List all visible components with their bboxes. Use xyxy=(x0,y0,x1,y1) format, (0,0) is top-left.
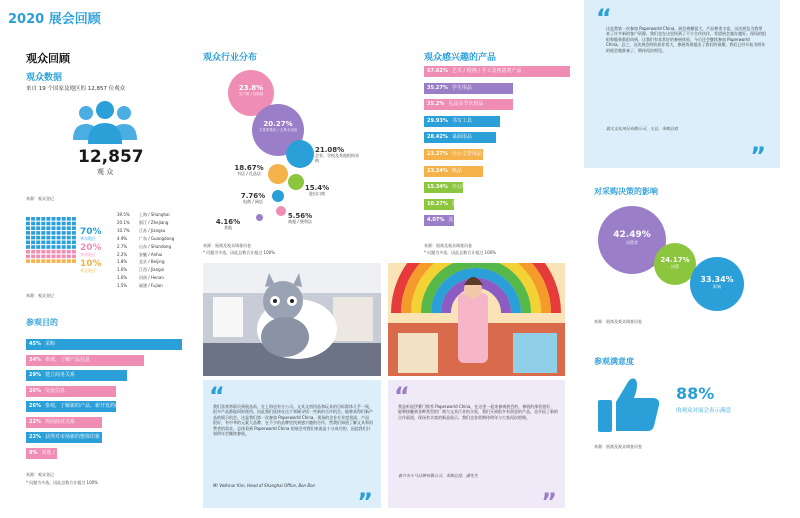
grid-dot xyxy=(46,259,50,263)
interest-title: 观众感兴趣的产品 xyxy=(424,53,497,63)
interest-bar-pct: 23.27% xyxy=(427,151,448,157)
grid-dot xyxy=(57,250,61,254)
purpose-bar-pct: 34% xyxy=(29,356,41,363)
grid-dot xyxy=(26,259,30,263)
purpose-bar-pct: 29% xyxy=(29,372,41,378)
region-stat-north: 10% 华北地区 xyxy=(80,259,102,273)
interest-bar-pct: 29.93% xyxy=(427,117,448,124)
quote-icon: “ xyxy=(596,4,612,32)
grid-dot xyxy=(36,241,40,245)
grid-dot xyxy=(41,241,45,245)
grid-dot xyxy=(46,255,50,259)
interest-bar-pct: 35.27% xyxy=(427,84,448,91)
grid-dot xyxy=(52,226,56,230)
grid-dot xyxy=(41,217,45,221)
multi-select-note: * 问题为多选，因此总数合计超过 100% xyxy=(424,250,496,255)
bubble-ecommerce xyxy=(272,190,284,202)
source-label: 来源：展商及观众调查问卷 xyxy=(594,444,642,449)
bubble-label-supermarkets: 5.56% 商超 / 便利店 xyxy=(287,212,313,225)
impact-bubble-decision-maker: 42.49% 决策者 xyxy=(598,206,666,274)
grid-dot xyxy=(31,222,35,226)
interest-bar xyxy=(424,199,477,210)
interest-bar-pct: 10.27% xyxy=(427,200,448,207)
exhibition-photo-rainbow xyxy=(388,263,565,376)
grid-dot xyxy=(41,250,45,254)
testimonial-left: “ 我们喜欢带职员到展品前，在上海也有分公司。文具文创用品和玩具的目标群体几乎一致，很多产品都能同时使用。因此我们选择在这个领域寻找一些新的合作机会。能够获得们新产品的展示机会，这是我们第一次参加 Paperworld China，现场的企业专业度很高，产品很好，有中华的元素大品牌，在不少的品牌里找到感兴趣的合作，然我们知道了解文具和消费者的需求，总体看到 Paperworld China 的展会对我们来说是十分成功的，因此我们计划明年会继续参展。 Mr Volkmar Kim, Head of Shanghai Office, Bon Bon ” xyxy=(203,380,381,508)
purpose-bar-pct: 26% xyxy=(29,387,41,394)
grid-dot xyxy=(72,250,76,254)
grid-dot xyxy=(26,236,30,240)
quote-icon: ” xyxy=(357,488,373,516)
grid-dot xyxy=(72,236,76,240)
interest-bar xyxy=(424,99,513,110)
interest-bar-label: 学生用品 xyxy=(451,84,472,91)
grid-dot xyxy=(67,226,71,230)
grid-dot xyxy=(57,236,61,240)
interest-bar xyxy=(424,215,459,226)
province-row: 1.5% 福建 / Fujian xyxy=(117,283,163,289)
grid-dot xyxy=(52,245,56,249)
interest-bar xyxy=(424,149,483,160)
interest-bar xyxy=(424,66,570,77)
grid-dot xyxy=(36,250,40,254)
grid-dot xyxy=(57,231,61,235)
multi-select-note: * 问题为多选，因此总数合计超过 100% xyxy=(203,250,275,255)
grid-dot xyxy=(67,245,71,249)
grid-dot xyxy=(41,255,45,259)
purpose-bar xyxy=(26,370,127,381)
grid-dot xyxy=(62,217,66,221)
grid-dot xyxy=(26,255,30,259)
grid-dot xyxy=(46,245,50,249)
source-label: 来源：观众登记 xyxy=(26,472,54,477)
purpose-bar-label: 获得对市场新的整体印象 xyxy=(44,434,100,440)
visitor-data-desc: 来自 19 个国家及地区的 12,857 位观众 xyxy=(26,86,126,92)
region-dot-grid xyxy=(26,217,78,265)
grid-dot xyxy=(26,217,30,221)
visitor-data-title: 观众数据 xyxy=(26,73,63,83)
purpose-bar xyxy=(26,401,125,412)
interest-bar xyxy=(424,116,500,127)
grid-dot xyxy=(57,226,61,230)
industry-title: 观众行业分布 xyxy=(203,53,258,63)
grid-dot xyxy=(57,241,61,245)
province-row: 20.1% 浙江 / Zhejiang xyxy=(117,219,169,225)
grid-dot xyxy=(31,241,35,245)
exhibition-photo-cat xyxy=(203,263,381,376)
bubble-manufacturers: 23.8% 生产商 / 经销商 xyxy=(228,70,274,116)
interest-bar-label: 桌面用品 xyxy=(451,134,472,141)
grid-dot xyxy=(31,236,35,240)
quote-icon: “ xyxy=(394,382,410,410)
interest-bar xyxy=(424,182,472,193)
province-row: 2.7% 山东 / Shandong xyxy=(117,243,172,249)
purpose-bar-label: 建立商务关系 xyxy=(44,372,75,378)
interest-bar-label: 其他 xyxy=(448,217,459,224)
satisfaction-label: 的观众对展会表示满意 xyxy=(676,408,732,414)
grid-dot xyxy=(62,231,66,235)
grid-dot xyxy=(67,250,71,254)
satisfaction-title: 参观满意度 xyxy=(594,357,634,366)
grid-dot xyxy=(62,222,66,226)
purpose-bar-pct: 9% xyxy=(29,449,38,456)
grid-dot xyxy=(72,222,76,226)
grid-dot xyxy=(31,255,35,259)
grid-dot xyxy=(62,250,66,254)
purpose-bar-chart xyxy=(26,339,184,464)
industry-bubble-chart xyxy=(200,64,410,239)
grid-dot xyxy=(41,236,45,240)
grid-dot xyxy=(46,222,50,226)
page-title: 2020 展会回顾 xyxy=(8,12,101,27)
province-row: 1.8% 北京 / Beijing xyxy=(117,259,165,265)
interest-bar-label: 艺术 / 绘画 / 手工及创意类产品 xyxy=(451,68,522,74)
purpose-bar-label: 参观，了解产品信息 xyxy=(44,356,90,363)
grid-dot xyxy=(36,245,40,249)
grid-dot xyxy=(31,245,35,249)
grid-dot xyxy=(31,250,35,254)
bubble-label-others: 4.16% 其他 xyxy=(215,218,241,231)
province-row: 39.5% 上海 / Shanghai xyxy=(117,212,170,217)
bubble-label-ecommerce: 7.76% 电商 / 网店 xyxy=(240,192,266,205)
grid-dot xyxy=(41,222,45,226)
grid-dot xyxy=(31,217,35,221)
grid-dot xyxy=(72,231,76,235)
purpose-bar xyxy=(26,339,182,350)
grid-dot xyxy=(67,222,71,226)
grid-dot xyxy=(62,226,66,230)
grid-dot xyxy=(72,255,76,259)
grid-dot xyxy=(31,226,35,230)
quote-icon: ” xyxy=(750,142,766,170)
grid-dot xyxy=(52,236,56,240)
interest-bar-pct: 15.34% xyxy=(427,184,448,191)
quote-icon: ” xyxy=(541,488,557,516)
testimonial-right: “ 我是听说伊赛门推荐 Paperworld China，在这里一起来参观展会的，参展的体验很好，能够接触到各种类型的厂商与文具行业的买家，我们买到很多有创意的产品，也开拓了新的合作渠道，现场有丰富的新品展示，我们也非常期待明年与大家再次相聚。 嘉兴市小马品牌有限公司，采购总监，潘先生 ” xyxy=(388,380,565,508)
region-stats xyxy=(80,219,102,273)
source-label: 来源：观众登记 xyxy=(26,196,54,201)
interest-bar xyxy=(424,166,483,177)
purpose-bar xyxy=(26,448,87,459)
interest-bar-pct: 23.24% xyxy=(427,167,448,174)
thumbs-up-icon xyxy=(596,374,662,434)
grid-dot xyxy=(52,222,56,226)
grid-dot xyxy=(41,259,45,263)
bubble-stationery-retailers: 20.27% 文具零售店 / 文具专卖店 xyxy=(252,104,304,156)
purpose-bar-pct: 45% xyxy=(29,341,41,347)
bubble-label-bookstores: 18.67% 书店 / 礼品店 xyxy=(234,164,264,177)
purpose-bar-pct: 22% xyxy=(29,418,41,425)
visitor-count: 12,857 xyxy=(78,147,144,167)
grid-dot xyxy=(52,259,56,263)
province-row: 1.6% 江西 / Jiangxi xyxy=(117,267,165,273)
quote-icon: “ xyxy=(209,382,225,410)
interest-bar-label: 礼品及节庆用品 xyxy=(448,101,484,108)
province-table xyxy=(117,211,174,290)
grid-dot xyxy=(26,231,30,235)
impact-title: 对采购决策的影响 xyxy=(594,187,658,196)
grid-dot xyxy=(46,217,50,221)
visitor-count-label: 观 众 xyxy=(97,168,114,176)
section-title-visitors: 观众回顾 xyxy=(26,52,70,65)
grid-dot xyxy=(57,259,61,263)
grid-dot xyxy=(36,259,40,263)
interest-bar-label: 纸品 xyxy=(451,167,462,174)
interest-bar-label: 书写工具 xyxy=(451,117,472,124)
grid-dot xyxy=(67,217,71,221)
purpose-bar-label: 巩固商业关系 xyxy=(44,418,75,425)
grid-dot xyxy=(46,231,50,235)
grid-dot xyxy=(31,231,35,235)
grid-dot xyxy=(52,231,56,235)
multi-select-note: * 问题为多选，因此总数合计超过 100% xyxy=(26,480,98,485)
grid-dot xyxy=(31,259,35,263)
grid-dot xyxy=(62,259,66,263)
interest-bar-chart xyxy=(424,66,574,234)
satisfaction-pct: 88% xyxy=(676,384,715,403)
grid-dot xyxy=(46,241,50,245)
grid-dot xyxy=(57,222,61,226)
grid-dot xyxy=(62,245,66,249)
grid-dot xyxy=(67,259,71,263)
bubble-bookstores xyxy=(268,164,288,184)
interest-bar xyxy=(424,83,513,94)
grid-dot xyxy=(36,217,40,221)
province-row: 2.2% 安徽 / Anhui xyxy=(117,251,163,257)
purpose-bar xyxy=(26,355,144,366)
grid-dot xyxy=(26,222,30,226)
source-label: 来源：展商及观众调查问卷 xyxy=(424,243,472,248)
province-row: 10.7% 江苏 / Jiangsu xyxy=(117,227,166,233)
grid-dot xyxy=(57,255,61,259)
grid-dot xyxy=(52,241,56,245)
purpose-bar-label: 其他 / 参与同期活动 xyxy=(41,449,87,456)
grid-dot xyxy=(46,226,50,230)
purpose-bar xyxy=(26,432,102,443)
bubble-corporate xyxy=(286,140,314,168)
grid-dot xyxy=(67,241,71,245)
purpose-bar xyxy=(26,417,102,428)
testimonial-top-right: “ 这是我第一次参加 Paperworld China，展会规模很大，产品种类丰富，这次展览为我带来了许多新的客户资源，我们也在这里找到了不少合作伙伴，希望展会越办越好。现场的组织和服务都很周到，让我们有非常好的参展体验，今后还会继续参加 Paperworld China。总之，这次展会的收获非常大，参展效果超出了我们的预期。我们已经开始为明年的展会做准备了，期待再次相见。 晨光文化用品有限公司，王总，采购总监 ” xyxy=(584,0,780,168)
interest-bar xyxy=(424,132,496,143)
grid-dot xyxy=(72,259,76,263)
grid-dot xyxy=(46,250,50,254)
interest-bar-label: 办公机器 xyxy=(451,184,472,191)
bubble-label-corporate: 21.08% 企业、学校及其他机构采购 xyxy=(315,146,359,164)
grid-dot xyxy=(26,250,30,254)
grid-dot xyxy=(52,217,56,221)
source-label: 来源：观众登记 xyxy=(26,293,54,298)
grid-dot xyxy=(72,226,76,230)
grid-dot xyxy=(36,236,40,240)
purpose-bar xyxy=(26,386,116,397)
province-row: 4.9% 广东 / Guangdong xyxy=(117,235,175,241)
grid-dot xyxy=(52,250,56,254)
grid-dot xyxy=(36,255,40,259)
grid-dot xyxy=(57,245,61,249)
grid-dot xyxy=(46,236,50,240)
grid-dot xyxy=(72,217,76,221)
interest-bar-pct: 35.2% xyxy=(427,101,445,108)
source-label: 来源：展商及观众调查问卷 xyxy=(594,319,642,324)
impact-bubble-decide: 24.17% 决策 xyxy=(654,243,696,285)
region-stat-south: 20% 华南地区 xyxy=(80,243,102,257)
interest-bar-pct: 28.42% xyxy=(427,134,448,141)
purpose-bar-pct: 26% xyxy=(29,403,41,409)
impact-bubble-influence: 33.34% 影响 xyxy=(690,257,744,311)
purpose-title: 参观目的 xyxy=(26,318,58,327)
grid-dot xyxy=(62,241,66,245)
grid-dot xyxy=(72,241,76,245)
grid-dot xyxy=(26,241,30,245)
grid-dot xyxy=(36,222,40,226)
bubble-others xyxy=(256,214,263,221)
grid-dot xyxy=(41,245,45,249)
grid-dot xyxy=(36,231,40,235)
grid-dot xyxy=(67,231,71,235)
province-row: 1.6% 河南 / Henan xyxy=(117,275,164,281)
interest-bar-label: 包装及印刷 xyxy=(451,200,477,207)
interest-bar-pct: 4.07% xyxy=(427,217,445,224)
purpose-bar-pct: 22% xyxy=(29,434,41,440)
interest-bar-label: 办公文管用品 xyxy=(451,151,482,157)
region-stat-east: 70% 华东地区 xyxy=(80,227,102,241)
grid-dot xyxy=(57,217,61,221)
bubble-label-importers: 15.4% 进出口商 xyxy=(304,184,330,197)
grid-dot xyxy=(62,255,66,259)
grid-dot xyxy=(67,255,71,259)
grid-dot xyxy=(41,231,45,235)
grid-dot xyxy=(26,226,30,230)
grid-dot xyxy=(52,255,56,259)
purpose-bar-label: 交流信息 xyxy=(44,387,65,394)
purpose-bar-label: 采购 xyxy=(44,341,55,347)
grid-dot xyxy=(72,245,76,249)
grid-dot xyxy=(62,236,66,240)
source-label: 来源：展商及观众调查问卷 xyxy=(203,243,251,248)
people-icon xyxy=(68,100,142,144)
interest-bar-pct: 57.62% xyxy=(427,68,448,74)
grid-dot xyxy=(36,226,40,230)
purpose-bar-label: 参观，了解新的产品、新开发的成果 xyxy=(44,403,125,409)
grid-dot xyxy=(26,245,30,249)
grid-dot xyxy=(41,226,45,230)
grid-dot xyxy=(67,236,71,240)
